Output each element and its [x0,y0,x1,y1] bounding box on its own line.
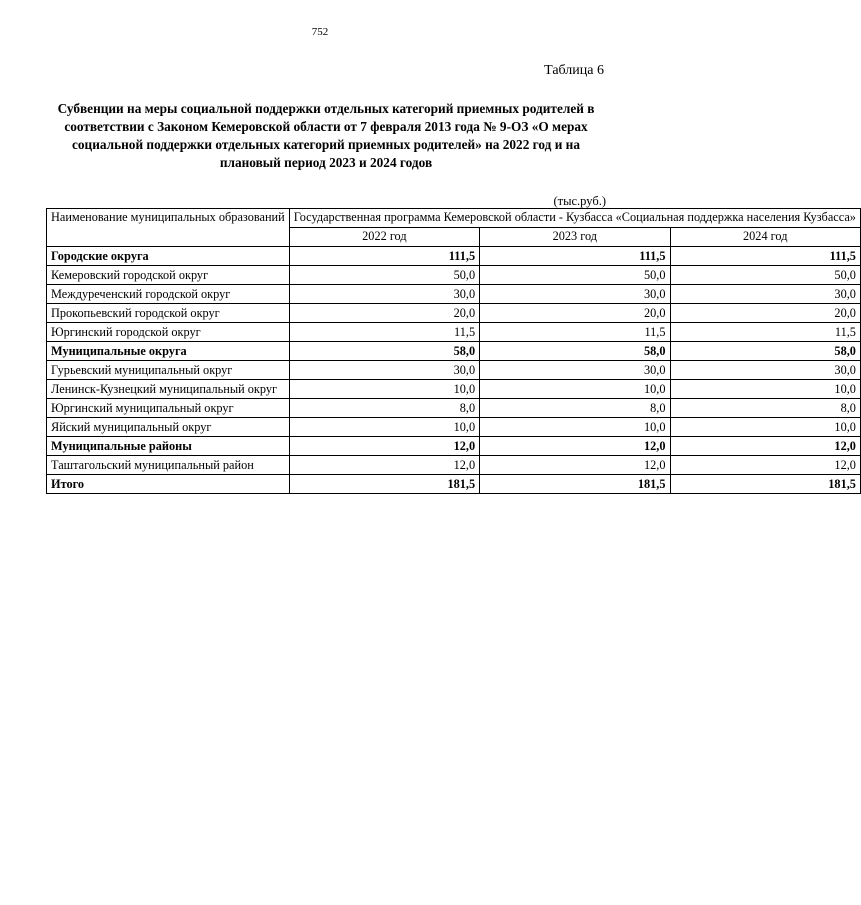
table-row [47,475,861,494]
value-cell: 10,0 [670,380,860,399]
table-body [47,247,861,494]
table-row [47,304,861,323]
table-row [47,342,861,361]
row-name-cell: Юргинский муниципальный округ [47,399,290,418]
value-cell: 111,5 [289,247,479,266]
column-header-year: 2024 год [670,228,860,247]
value-cell: 181,5 [289,475,479,494]
value-cell: 20,0 [670,304,860,323]
value-cell: 58,0 [289,342,479,361]
row-name-cell: Муниципальные районы [47,437,290,456]
value-cell: 181,5 [480,475,670,494]
value-cell: 12,0 [670,437,860,456]
value-cell: 10,0 [480,380,670,399]
row-name-cell: Кемеровский городской округ [47,266,290,285]
value-cell: 10,0 [289,380,479,399]
value-cell: 11,5 [289,323,479,342]
row-name-cell: Городские округа [47,247,290,266]
table-row [47,418,861,437]
table-row [47,285,861,304]
value-cell: 20,0 [289,304,479,323]
value-cell: 8,0 [480,399,670,418]
value-cell: 30,0 [480,285,670,304]
value-cell: 8,0 [289,399,479,418]
value-cell: 50,0 [289,266,479,285]
table-header-row [47,209,861,228]
row-name-cell: Таштагольский муниципальный район [47,456,290,475]
row-name-cell: Муниципальные округа [47,342,290,361]
table-row [47,323,861,342]
value-cell: 30,0 [670,285,860,304]
row-name-cell: Яйский муниципальный округ [47,418,290,437]
value-cell: 181,5 [670,475,860,494]
value-cell: 50,0 [670,266,860,285]
value-cell: 50,0 [480,266,670,285]
page-number: 752 [311,26,329,38]
table-row [47,247,861,266]
value-cell: 20,0 [480,304,670,323]
row-name-cell: Ленинск-Кузнецкий муниципальный округ [47,380,290,399]
table-row [47,380,861,399]
value-cell: 12,0 [289,456,479,475]
value-cell: 30,0 [289,285,479,304]
table-row [47,456,861,475]
table-label: Таблица 6 [544,63,604,78]
column-header-name: Наименование муниципальных образований [47,209,290,247]
table-row [47,437,861,456]
document-title: Субвенции на меры социальной поддержки отдельных категорий приемных родителей в соответствии с Законом Кемеровской области от 7 февраля 2013 года № 9-ОЗ «О мерах социальной поддержки отдельных категорий приемных родителей» на 2022 год и на плановый период 2023 и 2024 годов [57,101,595,170]
value-cell: 12,0 [289,437,479,456]
value-cell: 111,5 [480,247,670,266]
row-name-cell: Юргинский городской округ [47,323,290,342]
units-label: (тыс.руб.) [553,194,606,208]
table-row [47,361,861,380]
value-cell: 111,5 [670,247,860,266]
row-name-cell: Прокопьевский городской округ [47,304,290,323]
value-cell: 12,0 [670,456,860,475]
value-cell: 10,0 [480,418,670,437]
table-row [47,399,861,418]
value-cell: 12,0 [480,456,670,475]
value-cell: 11,5 [480,323,670,342]
row-name-cell: Гурьевский муниципальный округ [47,361,290,380]
row-name-cell: Междуреченский городской округ [47,285,290,304]
value-cell: 30,0 [670,361,860,380]
column-header-year: 2023 год [480,228,670,247]
row-name-cell: Итого [47,475,290,494]
value-cell: 12,0 [480,437,670,456]
value-cell: 10,0 [289,418,479,437]
value-cell: 30,0 [289,361,479,380]
value-cell: 30,0 [480,361,670,380]
subsidies-table [46,208,861,494]
column-header-program: Государственная программа Кемеровской области - Кузбасса «Социальная поддержка населения Кузбасса» [289,209,860,228]
value-cell: 58,0 [480,342,670,361]
table-row [47,266,861,285]
column-header-year: 2022 год [289,228,479,247]
value-cell: 11,5 [670,323,860,342]
value-cell: 10,0 [670,418,860,437]
value-cell: 8,0 [670,399,860,418]
value-cell: 58,0 [670,342,860,361]
